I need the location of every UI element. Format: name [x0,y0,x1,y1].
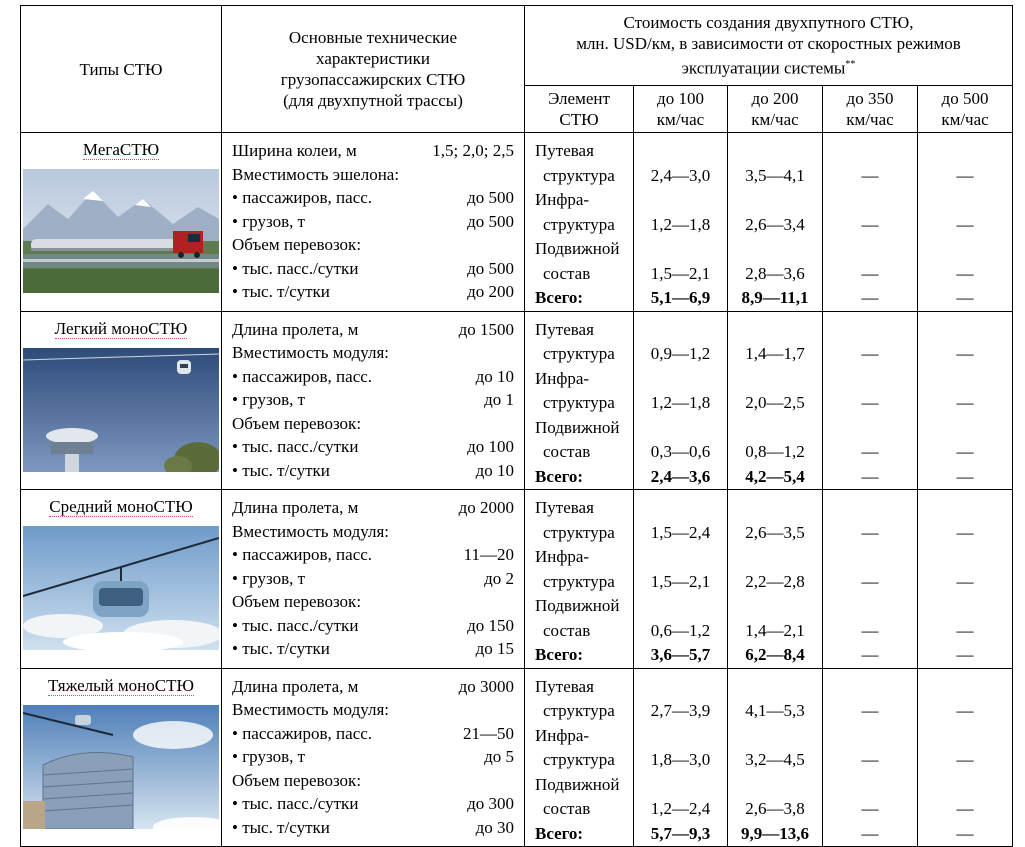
header-speed-100 [634,86,728,133]
type-name: Тяжелый моноСТЮ [48,675,194,695]
cost-value: 1,5—2,1 [650,571,711,591]
spec-row: • грузов, т до 5 [232,747,514,766]
cost-cell-200 [728,668,823,847]
header-element [525,86,634,133]
element-label: Путевая [535,676,594,696]
cost-value: 2,4—3,0 [650,165,711,185]
dash: — [861,466,879,486]
header-element-line: Элемент [548,89,610,108]
cost-value: 0,9—1,2 [650,344,711,363]
header-specs-line: (для двухпутной трассы) [283,91,463,110]
table-row [21,668,1013,847]
spec-row: • тыс. т/сутки до 200 [232,282,514,301]
dash: — [956,214,974,234]
type-cell [21,668,222,847]
cost-cell-350 [823,490,918,669]
element-cell [525,668,634,847]
speed-unit: км/час [751,110,799,129]
dash: — [956,288,974,307]
dash: — [956,620,974,640]
element-label: структура [543,750,615,769]
cost-value: 1,8—3,0 [650,750,711,769]
element-label: Инфра- [535,190,590,209]
specs-cell [222,133,525,312]
element-label: структура [543,165,615,185]
element-label: состав [543,799,591,818]
table-row [21,490,1013,669]
element-label: состав [543,263,591,283]
dash: — [956,799,974,818]
cost-value: 2,2—2,8 [745,571,805,591]
type-name: Средний моноСТЮ [49,497,193,516]
header-cost-line: эксплуатации системы** [681,58,856,78]
spec-row: • пассажиров, пасс. до 10 [232,366,514,386]
cost-value: 2,6—3,4 [745,214,805,234]
specs-cell [222,311,525,490]
cost-cell-200 [728,311,823,490]
spec-row: • тыс. пасс./сутки до 500 [232,258,514,278]
spec-row: Объем перевозок: [232,235,362,254]
cost-cell-200 [728,133,823,312]
dash: — [861,288,879,307]
truck-train-image [23,169,219,293]
dash: — [861,620,879,640]
header-specs [222,6,525,133]
speed-label: до 200 [751,89,799,108]
cost-total: 8,9—11,1 [741,288,809,307]
stu-cost-table [20,5,1013,847]
header-specs-line: грузопассажирских СТЮ [280,70,466,89]
spec-row: • тыс. пасс./сутки до 100 [232,437,514,456]
speed-unit: км/час [941,110,989,129]
dash: — [861,165,879,185]
header-types [21,6,222,133]
cost-total: 2,4—3,6 [650,466,711,486]
table-row [21,311,1013,490]
element-label: структура [543,571,615,591]
spec-row: • пассажиров, пасс. 11—20 [232,545,514,564]
dash: — [956,823,974,843]
spec-row: Вместимость модуля: [232,521,389,541]
dash: — [956,750,974,769]
cost-value: 3,5—4,1 [745,165,805,185]
element-label: Подвижной [535,774,620,794]
cost-value: 2,7—3,9 [650,701,711,720]
dash: — [956,466,974,486]
header-cost-line: млн. USD/км, в зависимости от скоростных режимов [576,34,961,54]
specs-cell [222,490,525,669]
element-label: Подвижной [535,417,620,437]
dash: — [956,442,974,461]
cost-value: 1,5—2,4 [650,522,711,542]
dash: — [956,701,974,720]
speed-unit: км/час [656,110,705,129]
spec-row: Объем перевозок: [232,413,362,433]
cost-total: 6,2—8,4 [745,645,805,664]
dash: — [861,344,879,363]
element-label: Путевая [535,498,594,517]
header-specs-line: Основные технические [288,28,458,47]
element-label: состав [543,442,591,461]
dash: — [861,750,879,769]
dash: — [956,263,974,283]
medium-mono-image [23,526,219,650]
element-label: структура [543,701,615,720]
cost-cell-100 [634,490,728,669]
element-label: структура [543,393,615,412]
cost-total: 5,7—9,3 [650,823,711,843]
dash: — [956,165,974,185]
dash: — [861,393,879,412]
element-total-label: Всего: [535,288,584,307]
cost-value: 0,3—0,6 [650,442,711,461]
spec-row: Вместимость модуля: [232,343,389,362]
header-speed-350 [823,86,918,133]
element-label: Путевая [535,319,594,339]
cost-cell-500 [918,133,1013,312]
header-types-label: Типы СТЮ [79,59,163,79]
dash: — [956,645,974,664]
element-label: Путевая [535,141,594,160]
element-cell [525,311,634,490]
cost-value: 2,8—3,6 [745,263,805,283]
element-total-label: Всего: [535,823,584,843]
element-label: Инфра- [535,725,590,745]
spec-row: • пассажиров, пасс. 21—50 [232,723,514,743]
cost-value: 1,2—1,8 [650,214,711,234]
spec-row: Объем перевозок: [232,592,362,611]
spec-row: Длина пролета, м до 1500 [232,319,514,339]
spec-row: Вместимость эшелона: [232,164,400,184]
spec-row: • тыс. т/сутки до 15 [232,639,514,658]
header-cost [525,6,1013,86]
spec-row: Вместимость модуля: [232,700,389,719]
type-cell [21,133,222,312]
footnote-mark: ** [845,59,856,71]
cost-cell-100 [634,311,728,490]
cost-cell-200 [728,490,823,669]
dash: — [861,645,879,664]
cost-cell-350 [823,668,918,847]
spec-row: Длина пролета, м до 3000 [232,676,514,696]
type-cell [21,311,222,490]
element-label: структура [543,344,615,363]
cost-value: 2,0—2,5 [745,393,805,412]
element-label: структура [543,214,615,234]
spec-row: • пассажиров, пасс. до 500 [232,188,514,207]
speed-label: до 100 [657,89,704,108]
header-cost-line: Стоимость создания двухпутного СТЮ, [623,13,914,33]
spec-row: • тыс. т/сутки до 30 [232,817,514,837]
header-specs-line: характеристики [316,49,430,68]
dash: — [861,571,879,591]
heavy-mono-image [23,705,219,829]
cost-cell-100 [634,133,728,312]
dash: — [861,701,879,720]
type-cell [21,490,222,669]
dash: — [861,799,879,818]
specs-cell [222,668,525,847]
element-label: Подвижной [535,239,620,258]
light-mono-image [23,348,219,472]
dash: — [956,344,974,363]
element-cell [525,133,634,312]
spec-row: • грузов, т до 500 [232,211,514,231]
type-name: Легкий моноСТЮ [54,318,188,338]
cost-value: 4,1—5,3 [745,701,805,720]
element-label: Инфра- [535,368,590,388]
dash: — [861,442,879,461]
dash: — [861,823,879,843]
element-label: Подвижной [535,596,620,615]
element-total-label: Всего: [535,645,584,664]
cost-value: 1,2—2,4 [650,799,711,818]
cost-value: 0,8—1,2 [745,442,805,461]
cost-cell-500 [918,311,1013,490]
cost-value: 2,6—3,5 [745,522,805,542]
cost-value: 1,5—2,1 [650,263,711,283]
cost-total: 4,2—5,4 [745,466,805,486]
cost-value: 3,2—4,5 [745,750,805,769]
cost-cell-100 [634,668,728,847]
table-row [21,133,1013,312]
dash: — [861,522,879,542]
dash: — [861,263,879,283]
cost-total: 5,1—6,9 [650,288,711,307]
cost-value: 1,4—2,1 [745,620,805,640]
speed-label: до 500 [941,89,989,108]
cost-cell-500 [918,490,1013,669]
element-label: состав [543,620,591,640]
cost-value: 0,6—1,2 [650,620,711,640]
cost-cell-350 [823,133,918,312]
header-element-line: СТЮ [559,110,599,129]
dash: — [861,214,879,234]
cost-cell-500 [918,668,1013,847]
cost-value: 1,4—1,7 [745,344,805,363]
dash: — [956,522,974,542]
speed-label: до 350 [846,89,894,108]
cost-value: 2,6—3,8 [745,799,805,818]
spec-row: Длина пролета, м до 2000 [232,498,514,517]
spec-row: • грузов, т до 1 [232,390,514,409]
spec-row: Объем перевозок: [232,770,362,790]
header-speed-500 [918,86,1013,133]
header-speed-200 [728,86,823,133]
cost-total: 3,6—5,7 [650,645,711,664]
cost-cell-350 [823,311,918,490]
element-total-label: Всего: [535,466,584,486]
cost-value: 1,2—1,8 [650,393,711,412]
spec-row: Ширина колеи, м 1,5; 2,0; 2,5 [232,141,514,160]
element-label: структура [543,522,615,542]
element-cell [525,490,634,669]
dash: — [956,393,974,412]
spec-row: • тыс. т/сутки до 10 [232,460,514,480]
spec-row: • грузов, т до 2 [232,568,514,588]
speed-unit: км/час [846,110,894,129]
dash: — [956,571,974,591]
cost-total: 9,9—13,6 [741,823,809,843]
spec-row: • тыс. пасс./сутки до 300 [232,794,514,813]
spec-row: • тыс. пасс./сутки до 150 [232,615,514,635]
type-name: МегаСТЮ [82,140,160,159]
element-label: Инфра- [535,547,590,566]
